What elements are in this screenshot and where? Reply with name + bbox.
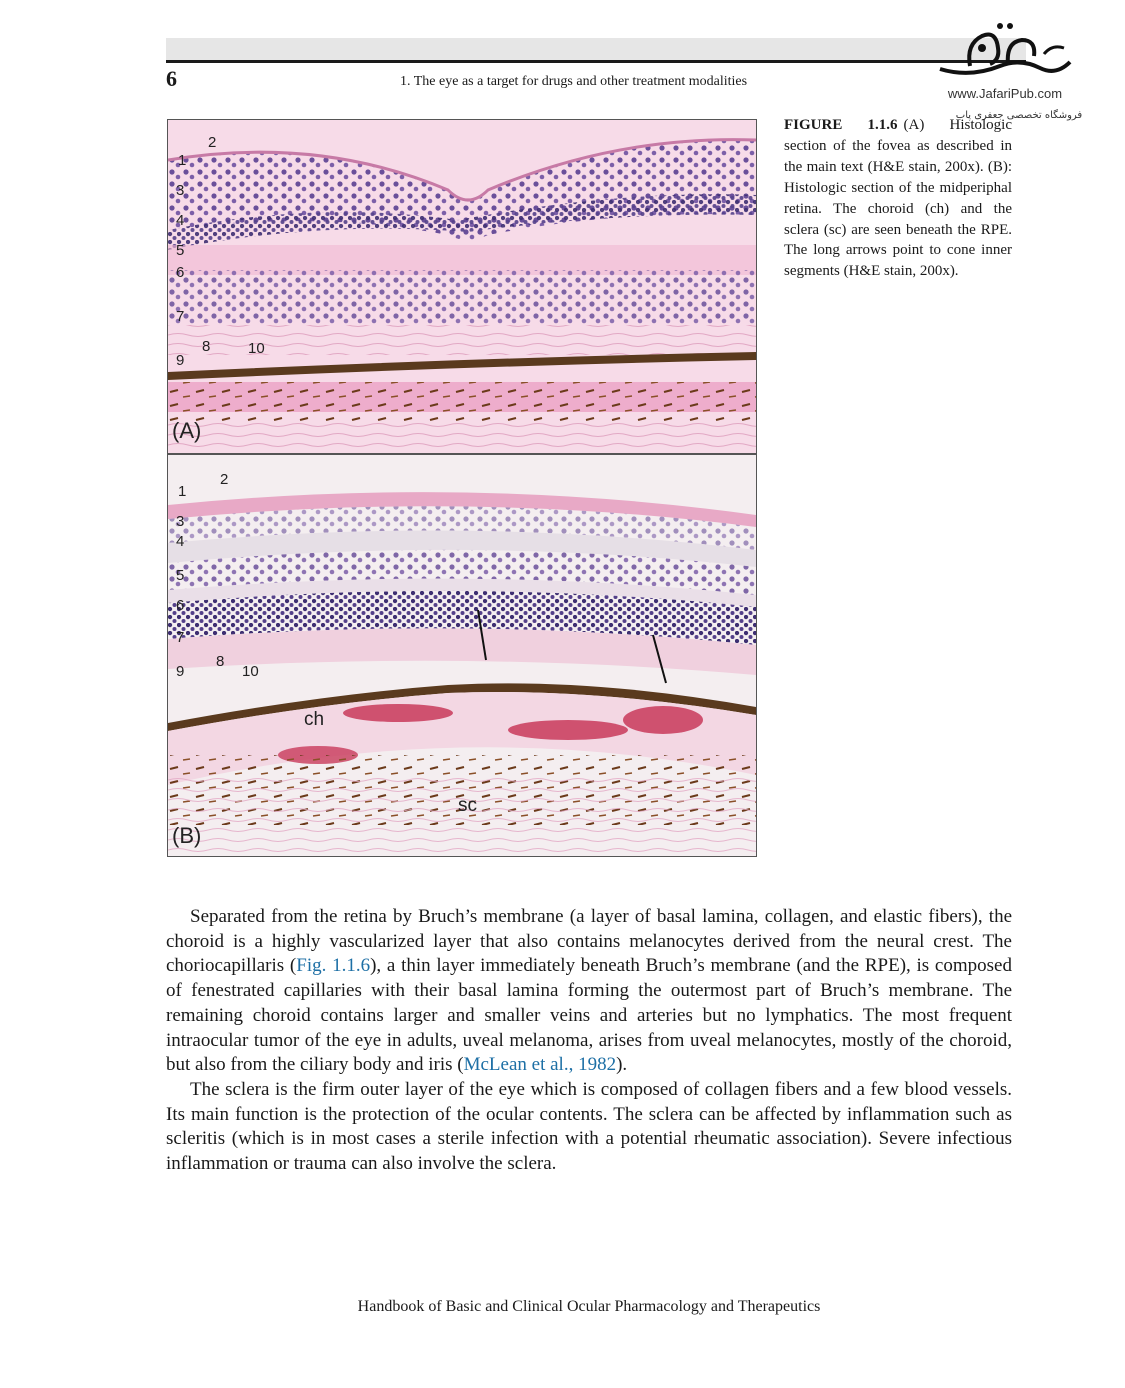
panel-b-choroid-label: ch <box>304 709 325 730</box>
paragraph-choroid <box>166 905 1012 1078</box>
panel-b-layer-label-7: 7 <box>176 629 185 646</box>
watermark-subtitle: فروشگاه تخصصی جعفری پاب <box>955 110 1083 121</box>
running-head: 1. The eye as a target for drugs and other treatment modalities <box>400 74 748 89</box>
fovea-histology-image <box>168 120 756 453</box>
panel-b-letter: (B) <box>172 823 202 848</box>
figure-reference-link[interactable]: Fig. 1.1.6 <box>296 955 371 977</box>
panel-a-layer-label-1: 1 <box>178 152 187 169</box>
panel-b-layer-label-10: 10 <box>242 663 259 680</box>
panel-a-layer-label-5: 5 <box>176 242 185 259</box>
figure-panel-b <box>167 454 757 857</box>
watermark-url[interactable]: www.JafariPub.com <box>947 86 1063 101</box>
paragraph-choroid-part-1: Separated from the retina by Bruch’s membrane (a layer of basal lamina, collagen, and elastic fibers), the choroid is a highly vascularized layer that also contains melanocytes derived from the neural crest. The choriocapillaris ( <box>166 906 1012 977</box>
body-text <box>166 905 1012 1177</box>
panel-b-layer-label-5: 5 <box>176 567 185 584</box>
panel-a-layer-label-7: 7 <box>176 308 185 325</box>
paragraph-choroid-part-3: ). <box>616 1054 628 1076</box>
publisher-watermark <box>930 14 1083 124</box>
panel-a-layer-label-2: 2 <box>208 134 217 151</box>
panel-b-sclera-label: sc <box>458 795 477 816</box>
panel-b-layer-label-1: 1 <box>178 483 187 500</box>
paragraph-sclera: The sclera is the firm outer layer of the eye which is composed of collagen fibers and a few blood vessels. Its main function is the protection of the ocular contents. The sclera can be affected by inflammation such as scleritis (which is in most cases a sterile infection with a potential rheumatic association). Severe infectious inflammation or trauma can also involve the sclera. <box>166 1078 1012 1175</box>
footer-book-title: Handbook of Basic and Clinical Ocular Pharmacology and Therapeutics <box>357 1298 821 1315</box>
panel-a-layer-label-3: 3 <box>176 182 185 199</box>
header-rule <box>166 60 1026 63</box>
panel-b-layer-label-8: 8 <box>216 653 225 670</box>
header-bar <box>166 38 1026 60</box>
page-number: 6 <box>166 66 177 91</box>
figure-caption-text: (A) Histologic section of the fovea as described in the main text (H&E stain, 200x). (B): Histologic section of the midperiphal retina. The choroid (ch) and the sclera (sc) are seen beneath the RPE. The long arrows point to cone inner segments (H&E stain, 200x). <box>784 117 1012 280</box>
panel-b-layer-label-2: 2 <box>220 471 229 488</box>
panel-a-layer-label-10: 10 <box>248 340 265 357</box>
panel-a-layer-label-4: 4 <box>176 212 185 229</box>
panel-a-letter: (A) <box>172 418 202 443</box>
panel-b-layer-label-9: 9 <box>176 663 185 680</box>
panel-b-layer-label-3: 3 <box>176 513 185 530</box>
panel-a-layer-label-8: 8 <box>202 338 211 355</box>
figure-panel-a <box>167 119 757 454</box>
figure-caption <box>784 115 1012 282</box>
panel-a-layer-label-9: 9 <box>176 352 185 369</box>
panel-b-layer-label-6: 6 <box>176 597 185 614</box>
figure-caption-id: FIGURE 1.1.6 <box>784 117 898 133</box>
paragraph-choroid-part-2: ), a thin layer immediately beneath Bruch’s membrane (and the RPE), is composed of fenestrated capillaries with their basal lamina forming the outermost part of Bruch’s membrane. The remaining choroid contains larger and smaller veins and arteries but no lymphatics. The most frequent intraocular tumor of the eye in adults, uveal melanoma, arises from uveal melanocytes, mostly of the choroid, but also from the ciliary body and iris ( <box>166 955 1012 1076</box>
citation-link[interactable]: McLean et al., 1982 <box>463 1054 617 1076</box>
publisher-logo-icon <box>930 14 1080 84</box>
panel-a-layer-label-6: 6 <box>176 264 185 281</box>
panel-b-layer-label-4: 4 <box>176 533 185 550</box>
